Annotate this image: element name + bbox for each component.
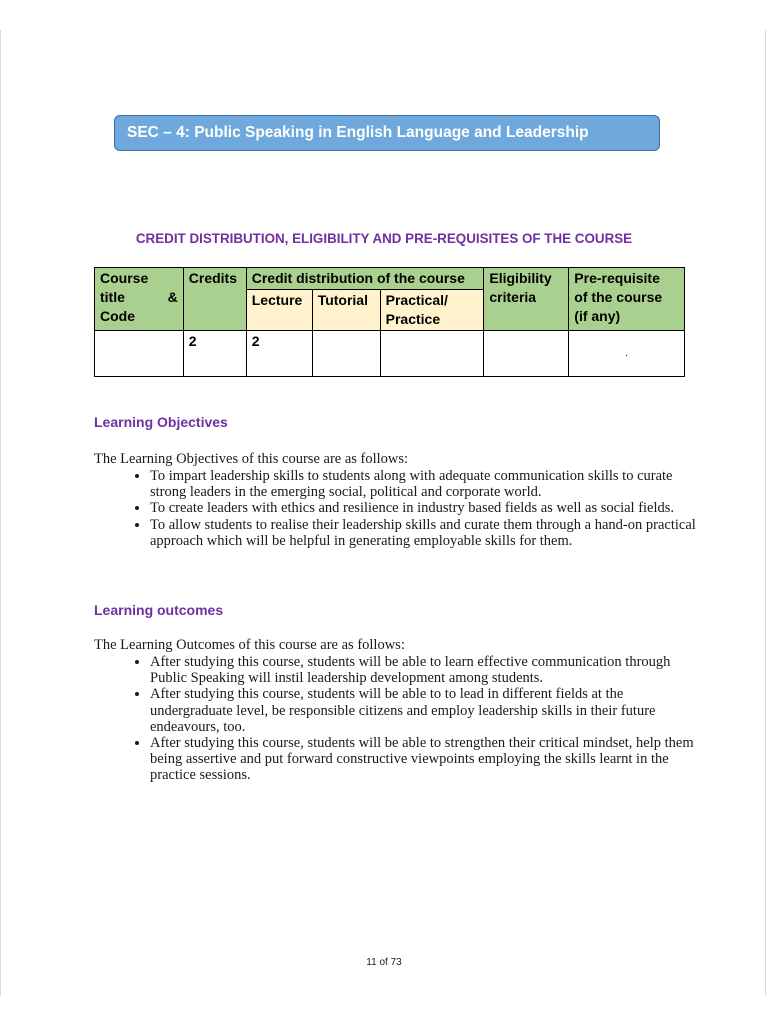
learning-objectives-intro: The Learning Objectives of this course are as follows: (94, 451, 409, 467)
cell-eligibility (484, 331, 569, 377)
cell-credits: 2 (183, 331, 246, 377)
cell-tutorial (312, 331, 380, 377)
header-tutorial: Tutorial (312, 290, 380, 331)
cell-course-title (95, 331, 184, 377)
credit-distribution-heading: CREDIT DISTRIBUTION, ELIGIBILITY AND PRE-REQUISITES OF THE COURSE (135, 231, 633, 246)
header-prerequisite: Pre-requisite of the course (if any) (569, 268, 685, 331)
credit-distribution-table (94, 267, 685, 377)
cell-prerequisite: . (569, 331, 685, 377)
header-credit-distribution: Credit distribution of the course (246, 268, 484, 290)
learning-outcomes-heading: Learning outcomes (94, 602, 224, 618)
list-item: • To impart leadership skills to students along with adequate communication skills to curate strong leaders in the emerging social, political and corporate world. (150, 468, 698, 500)
header-practical: Practical/ Practice (380, 290, 484, 331)
cell-practical (380, 331, 484, 377)
list-item: • To allow students to realise their leadership skills and curate them through a hand-on practical approach which will be helpful in generating employable skills for them. (150, 517, 698, 549)
cell-lecture: 2 (246, 331, 312, 377)
header-eligibility: Eligibility criteria (484, 268, 569, 331)
list-item: • To create leaders with ethics and resilience in industry based fields as well as social fields. (150, 500, 698, 516)
table-header-row (95, 268, 685, 290)
list-item: • After studying this course, students will be able to learn effective communication through Public Speaking will instil leadership development among students. (150, 654, 698, 686)
learning-outcomes-list (124, 654, 698, 784)
header-lecture: Lecture (246, 290, 312, 331)
learning-outcomes-intro: The Learning Outcomes of this course are as follows: (94, 637, 405, 653)
learning-objectives-heading: Learning Objectives (94, 414, 228, 430)
header-credits: Credits (183, 268, 246, 331)
list-item: • After studying this course, students will be able to strengthen their critical mindset, help them being assertive and put forward constructive viewpoints employing the skills learnt in the practice sessions. (150, 735, 698, 784)
course-title-banner: SEC – 4: Public Speaking in English Language and Leadership (114, 115, 660, 151)
header-course-title: Course title & Code (95, 268, 184, 331)
table-row (95, 331, 685, 377)
learning-objectives-list (124, 468, 698, 549)
list-item: • After studying this course, students will be able to to lead in different fields at the undergraduate level, be responsible citizens and employ leadership skills in their future endeavours, too. (150, 686, 698, 735)
page-number: 11 of 73 (366, 957, 402, 968)
